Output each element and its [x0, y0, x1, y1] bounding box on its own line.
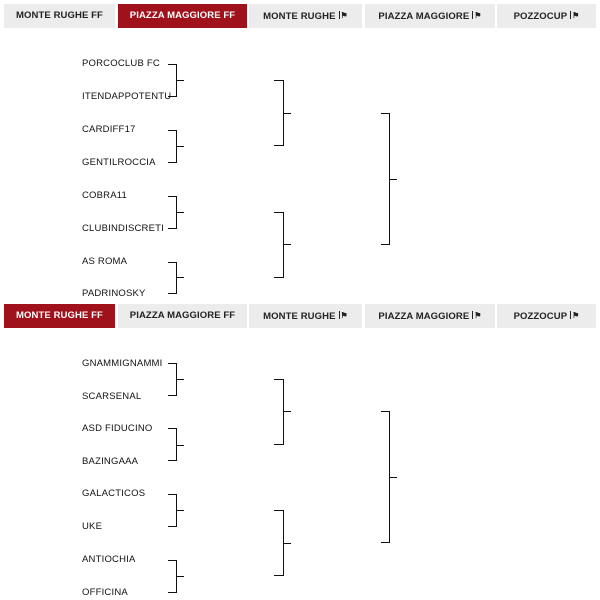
- flag-icon: ⚑: [472, 304, 481, 328]
- tab-monte-rughe-ff[interactable]: MONTE RUGHE FF: [4, 4, 115, 28]
- tab-pozzocup[interactable]: [497, 304, 596, 328]
- tab-piazza-maggiore-ff[interactable]: PIAZZA MAGGIORE FF: [118, 304, 247, 328]
- team-label: UKE: [82, 521, 103, 532]
- team-label: GALACTICOS: [82, 488, 146, 499]
- bracket-line: [176, 277, 184, 278]
- team-label: CARDIFF17: [82, 124, 136, 135]
- flag-icon: ⚑: [339, 4, 348, 28]
- bracket-line: [274, 212, 284, 278]
- tab-piazza-maggiore[interactable]: [365, 304, 495, 328]
- competition-tabs-top: [0, 4, 600, 28]
- bracket-line: [168, 262, 177, 294]
- team-label: OFFICINA: [82, 587, 128, 598]
- tab-label: MONTE RUGHE: [263, 311, 336, 322]
- flag-icon: ⚑: [570, 4, 579, 28]
- team-label: GNAMMIGNAMMI: [82, 358, 163, 369]
- bracket-line: [283, 113, 291, 114]
- bracket-line: [176, 80, 184, 81]
- tab-piazza-maggiore-ff[interactable]: PIAZZA MAGGIORE FF: [118, 4, 247, 28]
- bracket-line: [389, 477, 397, 478]
- bracket-line: [176, 379, 184, 380]
- bracket-line: [176, 212, 184, 213]
- tab-piazza-maggiore[interactable]: [365, 4, 495, 28]
- bracket-line: [283, 244, 291, 245]
- bracket-line: [274, 379, 284, 445]
- flag-icon: ⚑: [570, 304, 579, 328]
- flag-icon: ⚑: [472, 4, 481, 28]
- team-label: AS ROMA: [82, 256, 128, 267]
- tab-monte-rughe[interactable]: [249, 304, 362, 328]
- team-label: GENTILROCCIA: [82, 157, 156, 168]
- tab-monte-rughe-ff[interactable]: MONTE RUGHE FF: [4, 304, 115, 328]
- team-label: COBRA11: [82, 190, 128, 201]
- bracket-line: [176, 576, 184, 577]
- tab-label: PIAZZA MAGGIORE: [378, 311, 470, 322]
- tab-pozzocup[interactable]: [497, 4, 596, 28]
- team-label: PADRINOSKY: [82, 288, 146, 299]
- bracket-line: [389, 179, 397, 180]
- competition-tabs-bottom: [0, 304, 600, 328]
- bracket-line: [176, 510, 184, 511]
- flag-icon: ⚑: [339, 304, 348, 328]
- tab-label: POZZOCUP: [513, 11, 568, 22]
- bracket-line: [283, 543, 291, 544]
- tab-monte-rughe[interactable]: [249, 4, 362, 28]
- team-label: ANTIOCHIA: [82, 554, 136, 565]
- tab-label: POZZOCUP: [513, 311, 568, 322]
- team-label: CLUBINDISCRETI: [82, 223, 164, 234]
- team-label: ASD FIDUCINO: [82, 423, 153, 434]
- bracket-line: [283, 411, 291, 412]
- bracket-line: [176, 445, 184, 446]
- team-label: ITENDAPPOTENTU: [82, 91, 172, 102]
- bracket-line: [176, 146, 184, 147]
- team-label: SCARSENAL: [82, 391, 142, 402]
- team-label: PORCOCLUB FC: [82, 58, 160, 69]
- team-label: BAZINGAAA: [82, 456, 139, 467]
- tab-label: MONTE RUGHE: [263, 11, 336, 22]
- tab-label: PIAZZA MAGGIORE: [378, 11, 470, 22]
